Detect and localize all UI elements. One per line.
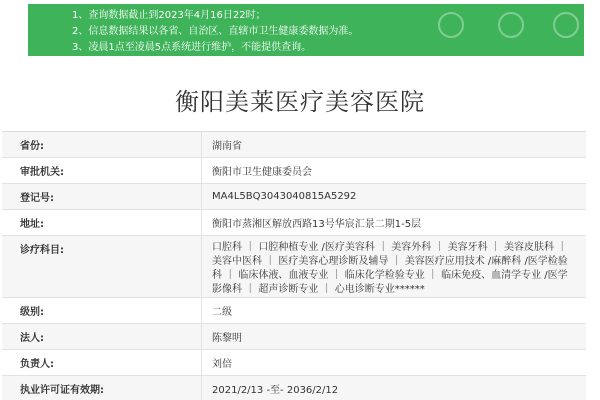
detail-value: 二级 — [212, 307, 232, 318]
notice-line-3: 3、凌晨1点至凌晨5点系统进行维护，不能提供查询。 — [72, 42, 312, 53]
detail-value: 刘倍 — [212, 359, 232, 370]
detail-value: 衡阳市蒸湘区解放西路13号华宸汇景二期1-5层 — [212, 219, 422, 230]
detail-label: 法人: — [2, 324, 202, 349]
detail-value: 口腔科 ｜ 口腔种植专业 /医疗美容科 ｜ 美容外科 ｜ 美容牙科 ｜ 美容皮肤科 ｜ 美容中医科 ｜ 医疗美容心理诊断及辅导 ｜ 美容医疗应用技术 /麻醉科 /医学检验科 ｜ 临床体液、血液专业 ｜ 临床化学检验专业 ｜ 临床免疫、血清学专业 /医学影像科 ｜ 超声诊断专业 ｜ 心电诊断专业****** — [212, 242, 568, 295]
detail-row-province — [2, 132, 586, 158]
detail-row-license-validity — [2, 376, 586, 400]
notice-line-2: 2、信息数据结果以各省、自治区、直辖市卫生健康委数据为准。 — [72, 26, 359, 37]
detail-value: 湖南省 — [212, 141, 242, 152]
detail-label: 地址: — [2, 210, 202, 235]
detail-value: 陈黎明 — [212, 333, 242, 344]
detail-value: 衡阳市卫生健康委员会 — [212, 167, 312, 178]
watermark-icon — [498, 12, 524, 38]
page-title: 衡阳美莱医疗美容医院 — [175, 88, 425, 116]
detail-label: 登记号: — [2, 184, 202, 209]
detail-row-person-in-charge — [2, 350, 586, 376]
detail-row-legal-person — [2, 324, 586, 350]
detail-label: 诊疗科目: — [2, 236, 202, 297]
watermark-icon — [438, 12, 464, 38]
detail-value: 2021/2/13 -至- 2036/2/12 — [212, 385, 339, 396]
detail-label: 审批机关: — [2, 158, 202, 183]
detail-label: 负责人: — [2, 350, 202, 375]
watermark-icon — [553, 12, 579, 38]
detail-row-level — [2, 298, 586, 324]
detail-row-departments — [2, 236, 586, 298]
details-table — [2, 131, 586, 400]
detail-row-address — [2, 210, 586, 236]
detail-label: 执业许可证有效期: — [2, 376, 202, 400]
detail-row-authority — [2, 158, 586, 184]
detail-label: 省份: — [2, 132, 202, 157]
detail-label: 级别: — [2, 298, 202, 323]
detail-row-registration-no — [2, 184, 586, 210]
detail-value: MA4L5BQ3043040815A5292 — [212, 191, 357, 202]
notice-banner — [28, 4, 584, 56]
notice-line-1: 1、查询数据截止到2023年4月16日22时； — [72, 10, 266, 21]
